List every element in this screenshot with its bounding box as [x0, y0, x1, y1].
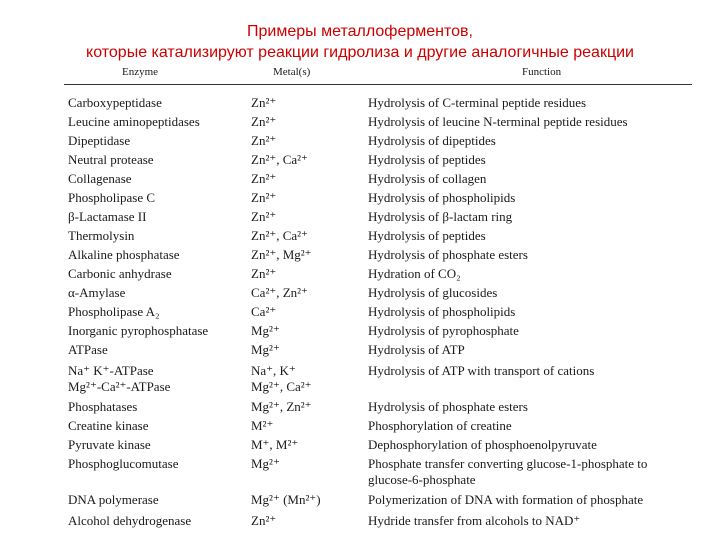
enzyme-cell: Carboxypeptidase: [68, 95, 162, 110]
header-rule: [64, 84, 692, 85]
enzyme-cell: Alkaline phosphatase: [68, 247, 180, 262]
enzyme-cell: Leucine aminopeptidases: [68, 114, 200, 129]
enzyme-cell: ATPase: [68, 342, 108, 357]
function-cell: Phosphorylation of creatine: [368, 418, 512, 433]
function-cell: Hydrolysis of phosphate esters: [368, 399, 528, 414]
header-metal: Metal(s): [273, 66, 311, 78]
function-cell: Hydrolysis of ATP with transport of cations: [368, 363, 595, 378]
function-cell-continuation: glucose-6-phosphate: [368, 472, 476, 487]
function-cell: Hydrolysis of peptides: [368, 152, 486, 167]
metal-cell: M⁺, M²⁺: [251, 437, 299, 452]
metal-cell: M²⁺: [251, 418, 274, 433]
metal-cell: Mg²⁺: [251, 456, 280, 471]
metal-cell: Zn²⁺, Ca²⁺: [251, 152, 308, 167]
function-cell: Hydrolysis of peptides: [368, 228, 486, 243]
function-cell: Hydrolysis of pyrophosphate: [368, 323, 519, 338]
enzyme-cell: Phosphatases: [68, 399, 138, 414]
metal-cell: Zn²⁺: [251, 95, 277, 110]
enzyme-cell: Phospholipase A₂: [68, 304, 160, 319]
enzyme-cell: Collagenase: [68, 171, 132, 186]
metal-cell: Ca²⁺: [251, 304, 277, 319]
metal-cell: Zn²⁺: [251, 190, 277, 205]
function-cell: Dephosphorylation of phosphoenolpyruvate: [368, 437, 597, 452]
function-cell: Hydrolysis of collagen: [368, 171, 487, 186]
slide-title-line-2: которые катализируют реакции гидролиза и другие аналогичные реакции: [86, 44, 634, 61]
metal-cell: Mg²⁺, Ca²⁺: [251, 379, 312, 394]
function-cell: Phosphate transfer converting glucose-1-phosphate to: [368, 456, 648, 471]
enzyme-cell: Alcohol dehydrogenase: [68, 513, 192, 528]
metal-cell: Ca²⁺, Zn²⁺: [251, 285, 308, 300]
function-cell: Hydrolysis of β-lactam ring: [368, 209, 513, 224]
function-cell: Polymerization of DNA with formation of phosphate: [368, 492, 644, 507]
enzyme-cell: β-Lactamase II: [68, 209, 147, 224]
metal-cell: Na⁺, K⁺: [251, 363, 296, 378]
enzyme-cell: Mg²⁺-Ca²⁺-ATPase: [68, 379, 171, 394]
metal-cell: Zn²⁺: [251, 266, 277, 281]
enzyme-cell: Pyruvate kinase: [68, 437, 151, 452]
function-cell: Hydrolysis of dipeptides: [368, 133, 496, 148]
function-cell: Hydrolysis of phospholipids: [368, 190, 516, 205]
function-cell: Hydrolysis of phosphate esters: [368, 247, 528, 262]
enzyme-cell: DNA polymerase: [68, 492, 159, 507]
metal-cell: Mg²⁺ (Mn²⁺): [251, 492, 321, 507]
header-function: Function: [522, 66, 562, 78]
metal-cell: Mg²⁺, Zn²⁺: [251, 399, 312, 414]
metal-cell: Mg²⁺: [251, 323, 280, 338]
metal-cell: Zn²⁺, Mg²⁺: [251, 247, 312, 262]
function-cell: Hydration of CO₂: [368, 266, 461, 281]
enzyme-cell: Creatine kinase: [68, 418, 149, 433]
slide-title-line-1: Примеры металлоферментов,: [247, 23, 473, 40]
metal-cell: Zn²⁺, Ca²⁺: [251, 228, 308, 243]
function-cell: Hydrolysis of C-terminal peptide residues: [368, 95, 587, 110]
metal-cell: Zn²⁺: [251, 133, 277, 148]
enzyme-cell: Inorganic pyrophosphatase: [68, 323, 209, 338]
function-cell: Hydrolysis of leucine N-terminal peptide residues: [368, 114, 628, 129]
enzyme-cell: Phospholipase C: [68, 190, 156, 205]
enzyme-cell: Na⁺ K⁺-ATPase: [68, 363, 154, 378]
enzyme-cell: Phosphoglucomutase: [68, 456, 179, 471]
metal-cell: Zn²⁺: [251, 171, 277, 186]
metal-cell: Zn²⁺: [251, 513, 277, 528]
enzyme-cell: Thermolysin: [68, 228, 135, 243]
function-cell: Hydrolysis of phospholipids: [368, 304, 516, 319]
function-cell: Hydrolysis of glucosides: [368, 285, 498, 300]
header-enzyme: Enzyme: [122, 66, 159, 78]
enzyme-cell: α-Amylase: [68, 285, 126, 300]
enzyme-cell: Neutral protease: [68, 152, 154, 167]
enzyme-cell: Dipeptidase: [68, 133, 131, 148]
function-cell: Hydrolysis of ATP: [368, 342, 465, 357]
metal-cell: Mg²⁺: [251, 342, 280, 357]
function-cell: Hydride transfer from alcohols to NAD⁺: [368, 513, 581, 528]
enzyme-cell: Carbonic anhydrase: [68, 266, 172, 281]
metal-cell: Zn²⁺: [251, 114, 277, 129]
metal-cell: Zn²⁺: [251, 209, 277, 224]
